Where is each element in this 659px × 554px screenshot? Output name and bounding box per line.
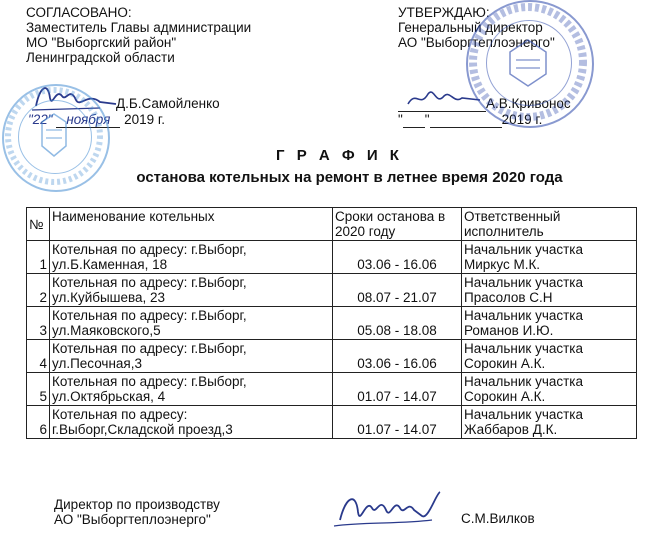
document-subtitle: останова котельных на ремонт в летнее время 2020 года (136, 169, 563, 186)
document-title: Г Р А Ф И К (276, 147, 403, 164)
row-resp-line2: Прасолов С.Н (464, 290, 553, 305)
row-dates: 08.07 - 21.07 (333, 274, 462, 307)
row-name-line2: ул.Куйбышева, 23 (52, 290, 166, 305)
row-dates: 03.06 - 16.06 (333, 241, 462, 274)
table-row (27, 307, 637, 340)
row-name-line1: Котельная по адресу: г.Выборг, (52, 308, 247, 323)
row-resp-line1: Начальник участка (464, 275, 584, 290)
approval-line: Заместитель Главы администрации (26, 20, 252, 35)
row-dates: 01.07 - 14.07 (333, 406, 462, 439)
row-num: 2 (27, 274, 50, 307)
date-month: ноября (56, 112, 120, 128)
approval-heading: УТВЕРЖДАЮ: (398, 5, 490, 20)
row-responsible (462, 406, 637, 439)
row-num: 5 (27, 373, 50, 406)
stamp-right-icon (466, 0, 594, 128)
table-row (27, 241, 637, 274)
approval-line: Генеральный директор (398, 20, 543, 35)
header-resp-line1: Ответственный (464, 209, 561, 224)
table-row (27, 340, 637, 373)
row-resp-line1: Начальник участка (464, 407, 584, 422)
row-dates: 01.07 - 14.07 (333, 373, 462, 406)
row-name (50, 307, 333, 340)
row-resp-line1: Начальник участка (464, 242, 584, 257)
approval-signatory-left: Д.Б.Самойленко (116, 96, 220, 111)
header-dates (333, 208, 462, 241)
row-name (50, 373, 333, 406)
row-name (50, 340, 333, 373)
approval-block-left (26, 5, 251, 65)
row-num: 3 (27, 307, 50, 340)
row-name-line2: ул.Маяковского,5 (52, 323, 161, 338)
header-resp-line2: исполнитель (464, 224, 544, 239)
date-quote: " (398, 112, 403, 127)
row-resp-line2: Миркус М.К. (464, 257, 541, 272)
row-responsible (462, 241, 637, 274)
row-name (50, 406, 333, 439)
table-header-row (27, 208, 637, 241)
date-year: 2019 г. (124, 112, 165, 127)
row-name-line1: Котельная по адресу: г.Выборг, (52, 275, 247, 290)
footer-position (54, 497, 220, 527)
row-resp-line1: Начальник участка (464, 308, 584, 323)
approval-line: МО "Выборгский район" (26, 35, 177, 50)
row-responsible (462, 274, 637, 307)
header-name: Наименование котельных (50, 208, 333, 241)
signature-footer-icon (332, 486, 444, 536)
row-dates: 05.08 - 18.08 (333, 307, 462, 340)
row-name-line2: ул.Б.Каменная, 18 (52, 257, 168, 272)
row-dates: 03.06 - 16.06 (333, 340, 462, 373)
table-row (27, 274, 637, 307)
row-resp-line2: Сорокин А.К. (464, 389, 546, 404)
row-name-line1: Котельная по адресу: г.Выборг, (52, 242, 247, 257)
row-num: 1 (27, 241, 50, 274)
table-row (27, 406, 637, 439)
approval-heading: СОГЛАСОВАНО: (26, 5, 132, 20)
header-num: № (27, 208, 50, 241)
row-num: 4 (27, 340, 50, 373)
date-day: "22" (28, 112, 53, 127)
header-responsible (462, 208, 637, 241)
date-year: 2019 г. (501, 112, 543, 127)
row-resp-line1: Начальник участка (464, 341, 584, 356)
row-responsible (462, 307, 637, 340)
footer-position-line2: АО "Выборгтеплоэнерго" (54, 512, 211, 527)
table-row (27, 373, 637, 406)
approval-signatory-right: А.В.Кривонос (486, 96, 571, 111)
header-dates-line1: Сроки останова в (335, 209, 446, 224)
header-dates-line2: 2020 году (335, 224, 396, 239)
row-responsible (462, 373, 637, 406)
row-name-line2: ул.Октябрьская, 4 (52, 389, 166, 404)
row-resp-line2: Сорокин А.К. (464, 356, 546, 371)
row-resp-line2: Романов И.Ю. (464, 323, 554, 338)
row-name-line2: г.Выборг,Складской проезд,3 (52, 422, 233, 437)
footer-position-line1: Директор по производству (54, 497, 220, 512)
row-name-line1: Котельная по адресу: г.Выборг, (52, 374, 247, 389)
approval-line: АО "Выборгтеплоэнерго" (398, 35, 555, 50)
row-name-line1: Котельная по адресу: г.Выборг, (52, 341, 247, 356)
approval-date-right: " " 2019 г. (398, 112, 543, 127)
footer-signatory: С.М.Вилков (461, 511, 535, 526)
row-num: 6 (27, 406, 50, 439)
row-responsible (462, 340, 637, 373)
approval-line: Ленинградской области (26, 50, 175, 65)
schedule-table (26, 207, 637, 439)
row-resp-line1: Начальник участка (464, 374, 584, 389)
row-name-line2: ул.Песочная,3 (52, 356, 142, 371)
row-name (50, 241, 333, 274)
row-name (50, 274, 333, 307)
row-name-line1: Котельная по адресу: (52, 407, 188, 422)
row-resp-line2: Жаббаров Д.К. (464, 422, 558, 437)
